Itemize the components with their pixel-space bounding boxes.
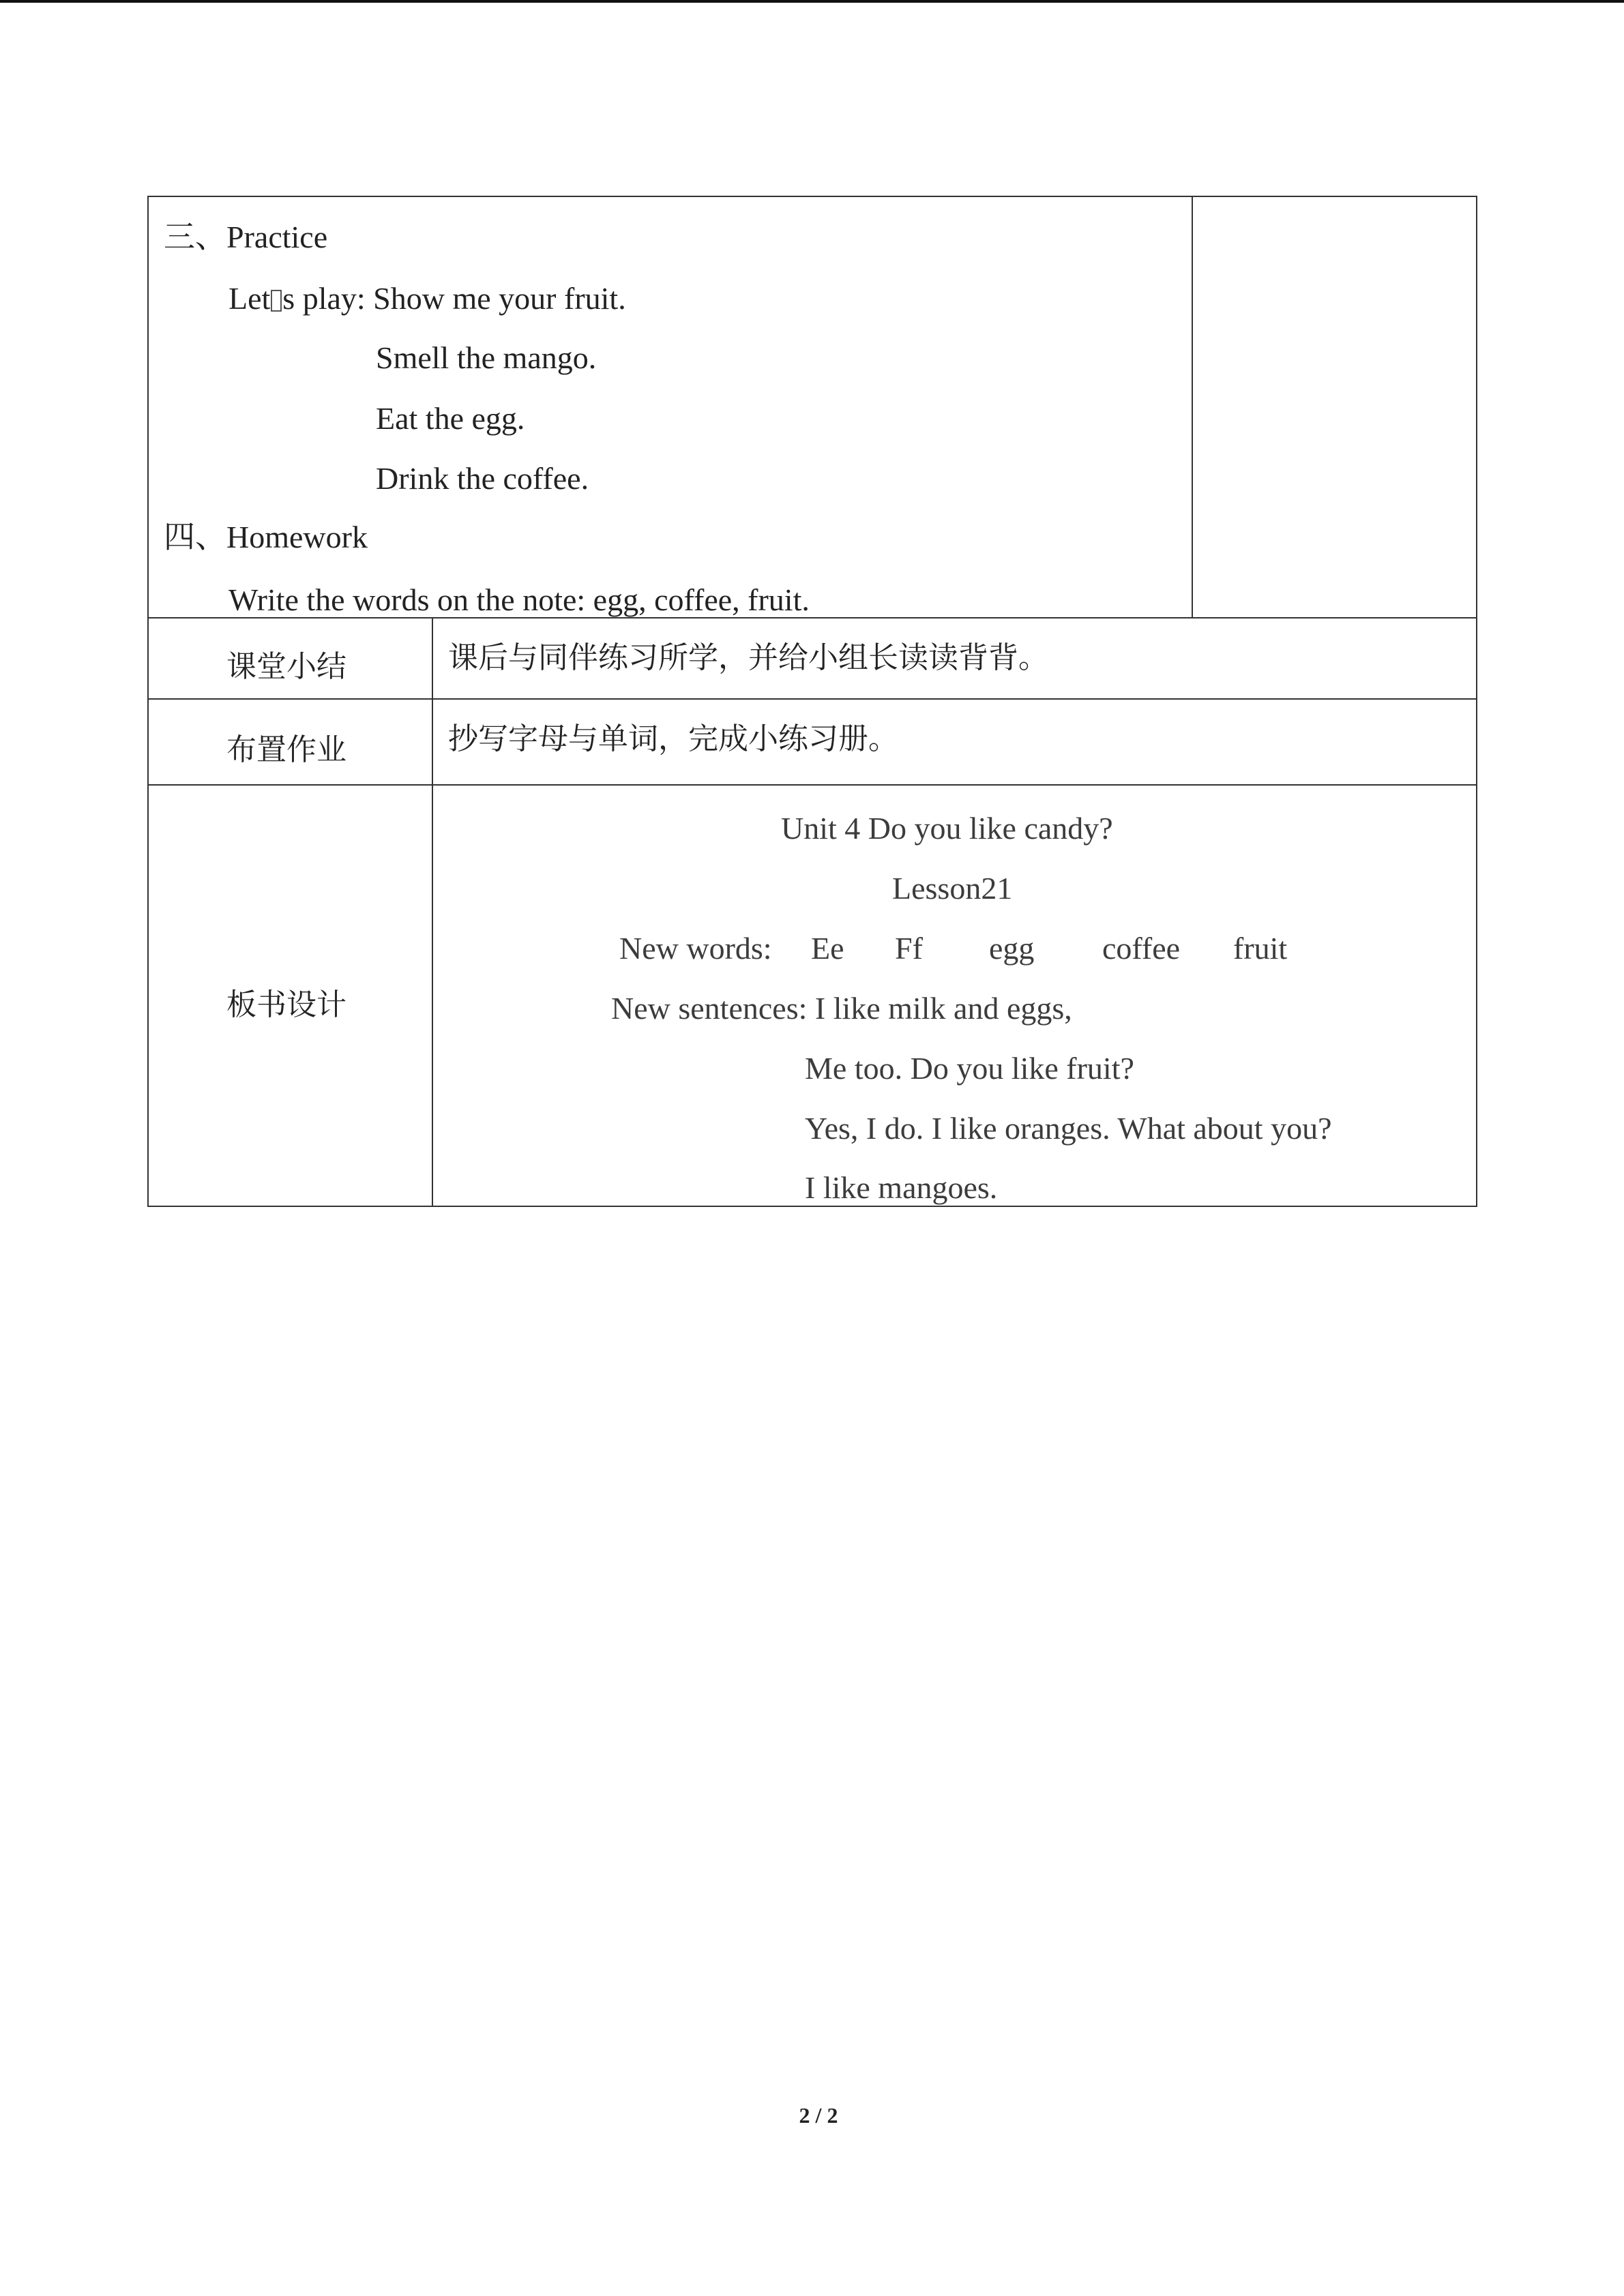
practice-line: Drink the coffee.	[376, 461, 589, 496]
summary-content: 课后与同伴练习所学，并给小组长读读背背。	[448, 640, 1048, 675]
board-title: Unit 4 Do you like candy?	[781, 811, 1113, 846]
board-design-label: 板书设计	[226, 987, 346, 1022]
missing-glyph-icon	[271, 290, 282, 312]
practice-line: Smell the mango.	[376, 340, 597, 375]
lets-play-prefix: Let	[228, 281, 271, 316]
new-word: egg	[989, 931, 1035, 966]
sentence-line: Yes, I do. I like oranges. What about you?	[805, 1111, 1332, 1146]
homework-heading: 四、Homework	[164, 520, 368, 554]
assignment-content: 抄写字母与单词，完成小练习册。	[448, 721, 898, 756]
row-divider-3	[147, 784, 1477, 786]
lets-play-suffix: s play: Show me your fruit.	[282, 281, 626, 316]
new-word: Ee	[811, 931, 844, 966]
new-word: coffee	[1102, 931, 1181, 966]
page-number: 2 / 2	[799, 2103, 838, 2128]
new-sentences-line: New sentences: I like milk and eggs,	[611, 991, 1072, 1026]
new-word: fruit	[1233, 931, 1288, 966]
practice-line: Eat the egg.	[376, 401, 525, 436]
lets-play-line	[228, 280, 626, 318]
assignment-label: 布置作业	[226, 732, 346, 767]
table-border-top	[147, 196, 1477, 197]
sentence-line: Me too. Do you like fruit?	[805, 1051, 1134, 1086]
board-lesson: Lesson21	[892, 871, 1013, 906]
practice-heading: 三、Practice	[164, 220, 328, 254]
new-words-label: New words:	[619, 931, 772, 966]
notes-column-divider	[1192, 196, 1193, 618]
sentence-line: I like mangoes.	[805, 1170, 998, 1205]
table-border-right	[1476, 196, 1477, 1207]
top-border	[0, 0, 1624, 3]
table-border-left	[147, 196, 149, 1207]
summary-label: 课堂小结	[226, 649, 346, 684]
new-word: Ff	[895, 931, 923, 966]
label-column-divider	[432, 617, 433, 1207]
homework-line: Write the words on the note: egg, coffee, fruit.	[228, 582, 810, 617]
row-divider-2	[147, 698, 1477, 700]
